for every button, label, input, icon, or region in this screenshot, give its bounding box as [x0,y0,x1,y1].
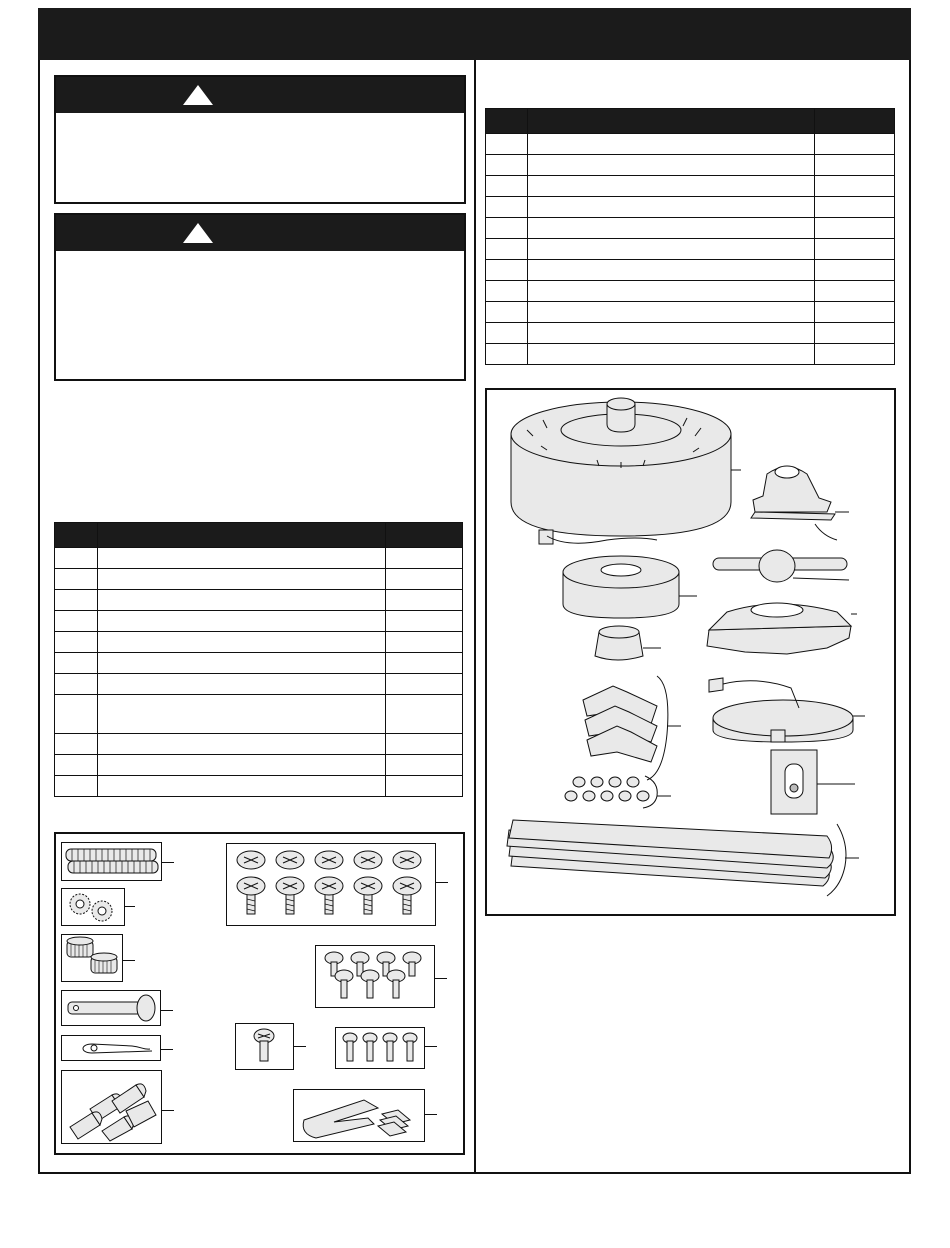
leader-line [161,1049,173,1050]
cell-key [486,176,528,197]
table-row [55,653,463,674]
leader-line [425,1114,437,1115]
leader-line [162,862,174,863]
column-header-key [486,109,528,134]
cell-description [527,281,814,302]
hardware-blade-arm-screws [315,945,435,1008]
rubber-grommets-icon [565,777,649,801]
table-row [486,302,895,323]
warning-box-2 [54,213,466,381]
table-row [55,674,463,695]
hardware-wire-connectors [61,1070,162,1144]
table-row [486,344,895,365]
screw-set-icon [336,1028,424,1068]
hardware-single-screw [235,1023,294,1070]
screw-icon [236,1024,292,1068]
cell-qty [815,239,895,260]
table-row [486,197,895,218]
leader-line [161,1010,173,1011]
cell-key [486,239,528,260]
column-header-description [97,523,385,548]
blade-arms-icon [583,686,657,762]
hanger-bracket-icon [751,466,835,520]
table-row [55,590,463,611]
wire-connector-icon [62,1071,160,1143]
cell-description [527,218,814,239]
cell-key [55,548,98,569]
table-row [486,323,895,344]
cell-key [55,734,98,755]
warning-triangle-icon [182,84,214,106]
balancing-kit-icon [294,1090,424,1140]
cell-qty [386,653,463,674]
table-row [486,176,895,197]
leader-line [125,906,135,907]
hardware-hairpin-clip [61,1035,161,1061]
cell-key [55,776,98,797]
cell-key [486,134,528,155]
cell-qty [386,734,463,755]
cell-qty [815,260,895,281]
cell-qty [386,590,463,611]
leader-line [123,960,135,961]
washer-stack-icon [62,843,160,879]
cell-key [55,695,98,734]
cell-description [527,176,814,197]
cell-key [55,755,98,776]
cell-qty [815,302,895,323]
cell-description [527,155,814,176]
cell-description [97,755,385,776]
knurled-nut-icon [62,935,122,981]
table-row [486,134,895,155]
lock-washer-icon [62,889,124,925]
column-header-qty [386,523,463,548]
cell-qty [815,323,895,344]
leader-line [425,1046,437,1047]
cell-qty [386,674,463,695]
cell-description [527,302,814,323]
cell-description [97,548,385,569]
leader-line [162,1110,174,1111]
cell-qty [386,632,463,653]
table-row [486,239,895,260]
parts-table-left [54,522,463,797]
intro-text [54,395,466,505]
cell-qty [815,218,895,239]
cell-description [97,674,385,695]
cell-qty [815,155,895,176]
cell-key [486,302,528,323]
wall-control-icon [771,750,817,814]
table-row [486,155,895,176]
cell-qty [386,548,463,569]
cell-key [486,155,528,176]
column-divider [474,60,476,1174]
leader-line [436,882,448,883]
cell-description [527,260,814,281]
screw-set-icon [227,844,435,924]
warning-box-1 [54,75,466,204]
table-row [55,755,463,776]
warning-header-1 [56,77,464,113]
cell-qty [386,611,463,632]
clevis-pin-icon [62,991,160,1025]
blades-icon [507,820,833,886]
table-row [55,569,463,590]
cell-description [97,734,385,755]
table-row [55,734,463,755]
cell-qty [815,176,895,197]
cell-description [97,653,385,674]
table-row [55,776,463,797]
coupling-cover-icon [595,626,643,660]
cell-key [55,632,98,653]
cell-key [486,197,528,218]
warning-triangle-icon [182,222,214,244]
table-header-row [486,109,895,134]
cell-key [486,218,528,239]
table-row [55,632,463,653]
warning-header-2 [56,215,464,251]
cell-description [97,590,385,611]
screw-set-icon [316,946,434,1006]
cell-qty [386,755,463,776]
cell-key [486,260,528,281]
parts-illustration [487,390,894,914]
cell-qty [815,197,895,218]
cell-description [97,611,385,632]
cell-description [97,632,385,653]
hardware-clevis-pin [61,990,161,1026]
cell-key [55,569,98,590]
cell-key [55,590,98,611]
hardware-knurled-nuts [61,934,123,982]
canopy-trim-ring-icon [709,678,853,742]
cell-description [527,344,814,365]
cell-key [55,653,98,674]
hardware-balancing-kit [293,1089,425,1142]
cell-description [97,695,385,734]
cell-key [486,344,528,365]
column-header-key [55,523,98,548]
cell-description [97,776,385,797]
cell-qty [386,569,463,590]
cell-description [527,239,814,260]
leader-line [435,978,447,979]
cell-description [97,569,385,590]
hardware-mounting-screws [335,1027,425,1069]
cell-key [486,323,528,344]
canopy-icon [563,556,679,618]
table-header-row [55,523,463,548]
cell-qty [815,134,895,155]
column-header-description [527,109,814,134]
hardware-blade-screws [226,843,436,926]
parts-illustration-panel [485,388,896,916]
downrod-icon [713,550,847,582]
leader-line [294,1046,306,1047]
hardware-washer-stack [61,842,162,881]
table-row [486,281,895,302]
cell-description [527,323,814,344]
cell-description [527,197,814,218]
column-header-qty [815,109,895,134]
switch-housing-cover-icon [707,603,851,654]
cell-qty [815,281,895,302]
cell-qty [815,344,895,365]
section-title-bar [38,8,911,60]
table-row [486,260,895,281]
cell-description [527,134,814,155]
table-row [486,218,895,239]
cell-key [55,611,98,632]
table-row [55,548,463,569]
motor-assembly-icon [511,398,731,544]
cell-qty [386,695,463,734]
table-row [55,695,463,734]
cell-qty [386,776,463,797]
hairpin-clip-icon [62,1036,160,1060]
parts-table-right [485,108,895,365]
cell-key [486,281,528,302]
cell-key [55,674,98,695]
table-row [55,611,463,632]
hardware-lock-washers [61,888,125,926]
